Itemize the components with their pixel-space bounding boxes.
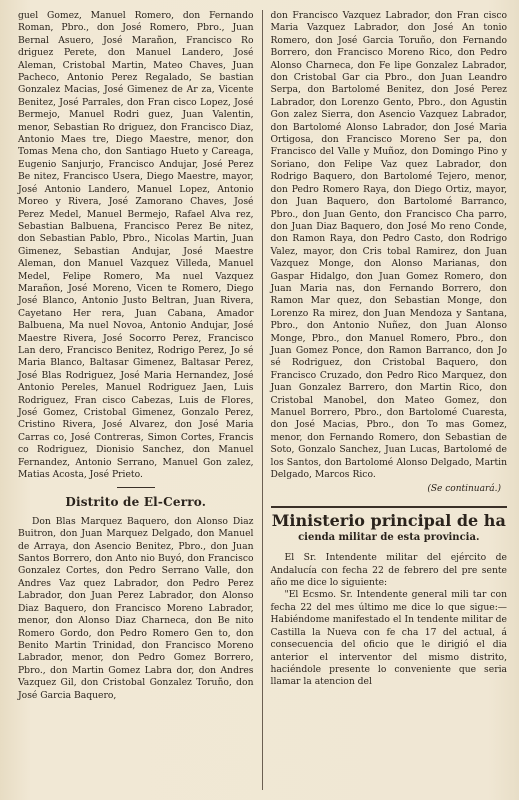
- names-list-paragraph: guel Gomez, Manuel Romero, don Fernando Roman, Pbro., don José Romero, Pbro., Juan Bernal Asuero, José Marañon, Francisco Ro driguez Perete, don Manuel Landero, José Aleman, Cristobal Martin, Mateo Chaves, Juan Pacheco, Antonio Perez Regalado, Se bastian Gonzalez Macias, José Gimenez de Ar za, Vicente Benitez, José Parrales, don Fran cisco Lopez, José Bermejo, Manuel Rodri guez, Juan Valentin, menor, Sebastian Ro driguez, don Francisco Diaz, Antonio Maes tre, Diego Maestre, menor, don Tomas Mena cho, don Santiago Hueto y Careaga, Eugenio Sanjurjo, Francisco Andujar, José Perez Be nitez, Francisco Usera, Diego Maestre, mayor, José Antonio Landero, Manuel Lopez, Antonio Moreo y Rivera, José Zamorano Chaves, José Perez Medel, Manuel Bermejo, Rafael Alva rez, Sebastian Balbuena, Francisco Perez Be nitez, don Sebastian Pablo, Pbro., Nicolas Martin, Juan Gimenez, Sebastian Andujar, José Maestre Aleman, don Manuel Vazquez Villeda, Manuel Medel, Felipe Romero, Ma nuel Vazquez Marañon, José Moreno, Vicen te Romero, Diego José Blanco, Antonio Justo Beltran, Juan Rivera, Cayetano Her rera, Juan Cabana, Amador Balbuena, Ma nuel Novoa, Antonio Andujar, José Maestre Rivera, José Socorro Perez, Francisco Lan dero, Francisco Benitez, Rodrigo Perez, Jo sé Maria Blanco, Baltasar Gimenez, Baltasar Perez, José Blas Rodriguez, José Maria Hernandez, José Antonio Pereles, Manuel Rodriguez Jaen, Luis Rodriguez, Fran cisco Cabezas, Luis de Flores, José Gomez, Cristobal Gimenez, Gonzalo Perez, Cristino Rivera, José Alvarez, don José Maria Carras co, José Contreras, Simon Cortes, Francis co Rodriguez, Dionisio Sanchez, don Manuel Fernandez, Antonio Serrano, Manuel Gon zalez, Matias Acosta, José Prieto.: [18, 10, 254, 481]
- names-continuation-paragraph: don Francisco Vazquez Labrador, don Fran cisco Maria Vazquez Labrador, don José An tonio Romero, don José Garcia Toruño, don Fernando Borrero, don Francisco Moreno Rico, don Pedro Alonso Charneca, don Fe lipe Gonzalez Labrador, don Cristobal Gar cia Pbro., don Juan Leandro Serpa, don Bartolomé Benitez, don José Perez Labrador, don Lorenzo Gento, Pbro., don Agustin Gon zalez Sierra, don Asencio Vazquez Labrador, don Bartolomé Alonso Labrador, don José Maria Ortigosa, don Francisco Moreno Ser pa, don Francisco del Valle y Muñoz, don Domingo Pino y Soriano, don Felipe Vaz quez Labrador, don Rodrigo Baquero, don Bartolomé Tejero, menor, don Pedro Romero Raya, don Diego Ortiz, mayor, don Juan Baquero, don Bartolomé Barranco, Pbro., don Juan Gento, don Francisco Cha parro, don Juan Diaz Baquero, don José Mo reno Conde, don Ramon Raya, don Pedro Casto, don Rodrigo Valez, mayor, don Cris tobal Ramirez, don Juan Vazquez Monge, don Alonso Marianas, don Gaspar Hidalgo, don Juan Gomez Romero, don Juan Maria nas, don Fernando Borrero, don Ramon Mar quez, don Sebastian Monge, don Lorenzo Ra mirez, don Juan Mendoza y Santana, Pbro., don Antonio Nuñez, don Juan Alonso Monge, Pbro., don Manuel Romero, Pbro., don Juan Gomez Ponce, don Ramon Barranco, don Jo sé Rodriguez, don Cristobal Baquero, don Francisco Cruzado, don Pedro Rico Marquez, don Juan Gonzalez Barrero, don Martin Rico, don Cristobal Manobel, don Mateo Gomez, don Manuel Borrero, Pbro., don Bartolomé Cuaresta, don José Macias, Pbro., don To mas Gomez, menor, don Fernando Romero, don Sebastian de Soto, Gonzalo Sanchez, Juan Lucas, Bartolomé de los Santos, don Bartolomé Alonso Delgado, Martin Delgado, Marcos Rico.: [270, 10, 507, 481]
- district-heading: Distrito de El-Cerro.: [65, 495, 207, 510]
- ministry-subheading: cienda militar de esta provincia.: [298, 531, 480, 543]
- continued-note: (Se continuará.): [427, 484, 501, 495]
- quoted-paragraph: "El Ecsmo. Sr. Intendente general mili tar con fecha 22 del mes último me dice lo que sigue:—Habiéndome manifestado el In tendente militar de Castilla la Nueva con fe cha 17 del actual, á consecuencia del oficio que le dirigió el dia anterior el interventor del mismo distrito, haciéndole presente lo conveniente que seria llamar la atencion del: [270, 589, 507, 688]
- left-column: [18, 10, 263, 790]
- two-column-layout: [18, 10, 507, 790]
- right-column: [263, 10, 508, 790]
- ministry-heading: Ministerio principal de ha: [271, 510, 506, 530]
- intro-paragraph: El Sr. Intendente militar del ejército de Andalucía con fecha 22 de febrero del pre sente año me dice lo siguiente:: [270, 552, 507, 589]
- district-names-paragraph: Don Blas Marquez Baquero, don Alonso Diaz Buitron, don Juan Marquez Delgado, don Manuel de Arraya, don Asencio Benitez, Pbro., don Juan Santos Borrero, don Anto nio Buyó, don Francisco Gonzalez Cortes, don Pedro Serrano Valle, don Andres Vaz quez Labrador, don Pedro Perez Labrador, don Juan Perez Labrador, don Alonso Diaz Baquero, don Francisco Moreno Labrador, menor, don Alonso Diaz Charneca, don Be nito Romero Gordo, don Pedro Romero Gen to, don Benito Martin Trinidad, don Francisco Moreno Labrador, menor, don Pedro Gomez Borrero, Pbro., don Martin Gomez Labra dor, don Andres Vazquez Gil, don Cristobal Gonzalez Toruño, don José Garcia Baquero,: [18, 515, 254, 701]
- heading-rule-top: [271, 506, 508, 508]
- section-divider: [117, 487, 155, 488]
